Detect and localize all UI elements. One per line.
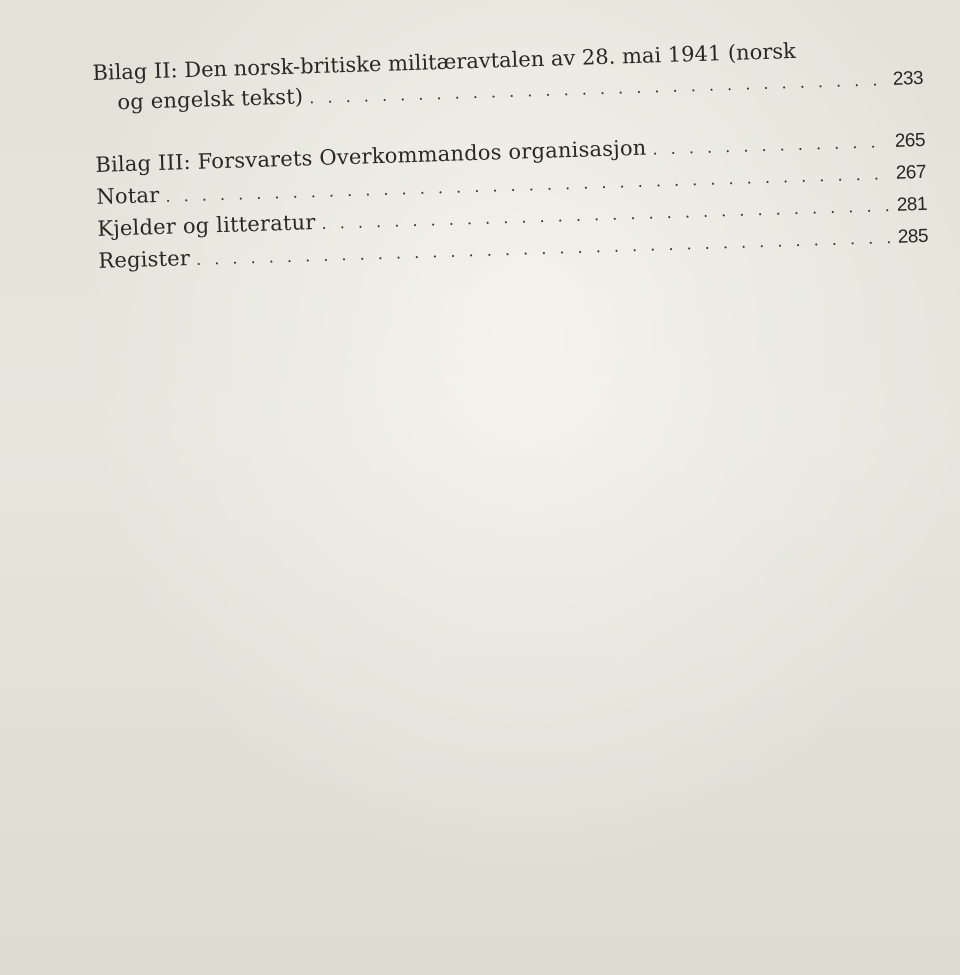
toc-entry-kjelder-page: 281: [896, 193, 928, 216]
toc-entry-bilag-2-page: 233: [892, 67, 924, 90]
toc-entry-kjelder-title: Kjelder og litteratur: [96, 210, 316, 241]
toc-entry-bilag-2-title: Bilag II: Den norsk-britiske militæravtalen av 28. mai 1941 (norsk: [92, 38, 797, 85]
toc-entry-bilag-2-title-continued: og engelsk tekst): [117, 84, 304, 115]
bleed-through-text: [90, 369, 920, 391]
toc-entry-register-page: 285: [897, 225, 929, 248]
toc-entry-bilag-3-title: Bilag III: Forsvarets Overkommandos organisasjon: [94, 135, 647, 177]
toc-entry-notar-title: Notar: [95, 182, 160, 209]
toc-entry-bilag-3-page: 265: [894, 129, 926, 152]
toc-entry-notar-page: 267: [895, 161, 927, 184]
table-of-contents: [92, 32, 929, 278]
toc-entry-register-title: Register: [97, 246, 191, 273]
